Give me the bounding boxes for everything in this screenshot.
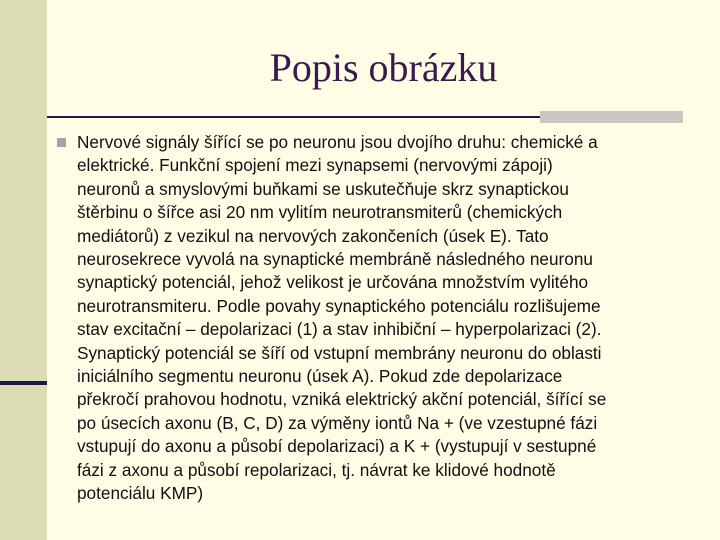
left-accent-bar (0, 381, 47, 385)
slide-title: Popis obrázku (269, 45, 498, 90)
square-bullet-icon (57, 138, 66, 147)
bullet-paragraph: Nervové signály šířící se po neuronu jsou dvojího druhu: chemické a elektrické. Funkční spojení mezi synapsemi (nervovými zápoji) neuronů a smyslovými buňkami se uskutečňuje skrz synaptickou štěrbinu o šířce asi 20 nm vylitím neurotransmiterů (chemických mediátorů) z vezikul na nervových zakončeních (úsek E). Tato neurosekrece vyvolá na synaptické membráně následného neuronu synaptický potenciál, jehož velikost je určována množstvím vylitého neurotransmiteru. Podle povahy synaptického potenciálu rozlišujeme stav excitační – depolarizaci (1) a stav inhibiční – hyperpolarizaci (2). Synaptický potenciál se šíří od vstupní membrány neuronu do oblasti iniciálního segmentu neuronu (úsek A). Pokud zde depolarizace překročí prahovou hodnotu, vzniká elektrický akční potenciál, šířící se po úsecích axonu (B, C, D) za výměny iontů Na + (ve vzestupné fázi vstupují do axonu a působí depolarizaci) a K + (vystupují v sestupné fázi z axonu a působí repolarizaci, tj. návrat ke klidové hodnotě potenciálu KMP) (77, 132, 607, 504)
title-underline-accent (540, 111, 683, 123)
left-decorative-band (0, 0, 47, 540)
title-underline (47, 116, 540, 118)
